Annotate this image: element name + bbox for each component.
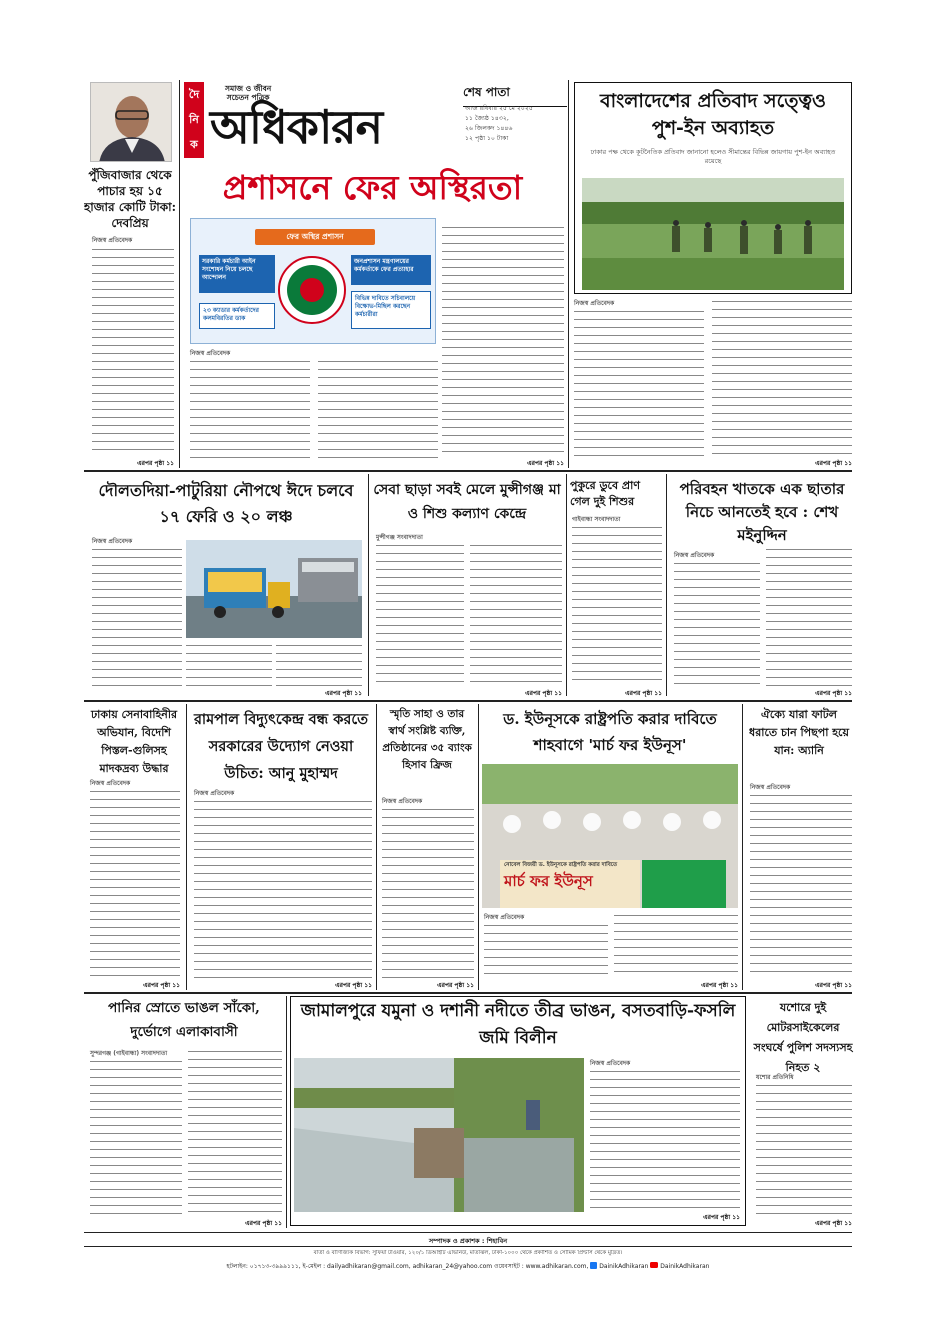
bank-more: এরপর পৃষ্ঠা ১১ (437, 982, 474, 989)
pushin-photo (582, 178, 844, 290)
footer-website[interactable]: www.adhikaran.com, (525, 1263, 589, 1270)
date-block: আজ রবিবার ২৫ মে ২০২৫ ১১ জ্যৈষ্ঠ ১৪৩২, ২৬ জিলকদ ১৪৪৬ ১২ পৃষ্ঠা ১০ টাকা (465, 105, 533, 142)
ennie-byline: নিজস্ব প্রতিবেদক (750, 784, 791, 791)
yunus-banner: মার্চ ফর ইউনূস (504, 872, 593, 890)
pond-body (572, 524, 662, 686)
ferry-photo (186, 540, 362, 638)
jamalpur-body (590, 1068, 740, 1210)
youtube-icon (650, 1262, 658, 1268)
rampal-byline: নিজস্ব প্রতিবেদক (194, 790, 235, 797)
jamalpur-photo (294, 1058, 584, 1212)
divider (186, 704, 187, 990)
ferry-byline: নিজস্ব প্রতিবেদক (92, 538, 133, 545)
footer-address: বার্তা ও বাণিজ্যিক বিভাগ: সুফিয়া টাওয়ার, ১২০/১ ডিআইটি এভিনিউ, মতিঝিল, ঢাকা-১০০০ থেকে প্রকাশিত ও সৌমিক প্রিন্টার্স থেকে মুদ্রিত। (313, 1250, 623, 1256)
divider (84, 470, 852, 472)
divider (742, 704, 743, 990)
graphic-item-4: বিভিন্ন দাবিতে সচিবালয়ে বিক্ষোভ-মিছিল করছেন কর্মচারীরা (351, 291, 431, 329)
yunus-more: এরপর পৃষ্ঠা ১১ (701, 982, 738, 989)
pushin-byline: নিজস্ব প্রতিবেদক (574, 300, 615, 307)
footer-web-label: ওয়েবসাইট : (494, 1263, 524, 1270)
yunus-byline: নিজস্ব প্রতিবেদক (484, 914, 525, 921)
jamalpur-headline: জামালপুরে যমুনা ও দশানী নদীতে তীব্র ভাঙন, বসতবাড়ি-ফসলি জমি বিলীন (300, 1001, 736, 1048)
transport-byline: নিজস্ব প্রতিবেদক (674, 552, 715, 559)
yunus-banner-top: নোবেল বিজয়ী ড. ইউনূসকে রাষ্ট্রপতি করার দাবিতে (504, 862, 618, 868)
section-label: শেষ পাতা (463, 84, 567, 107)
lead-headline: প্রশাসনে ফের অস্থিরতা (222, 168, 523, 207)
rampal-body (194, 798, 372, 978)
logo: অধিকারন (210, 100, 383, 154)
graphic-item-1: সরকারি কর্মচারী আইন সংশোধন নিয়ে চলছে আন্দোলন (199, 255, 275, 293)
pushin-more: এরপর পৃষ্ঠা ১১ (815, 460, 852, 467)
tagline: সমাজ ও জীবন সচেতন পত্রিক (225, 84, 272, 102)
police-more: এরপর পৃষ্ঠা ১১ (815, 1220, 852, 1227)
jamalpur-more: এরপর পৃষ্ঠা ১১ (703, 1214, 740, 1221)
lead-byline: নিজস্ব প্রতিবেদক (190, 350, 231, 357)
divider (568, 80, 569, 468)
divider (666, 474, 667, 696)
government-seal-icon (277, 255, 347, 325)
bridge-more: এরপর পৃষ্ঠা ১১ (245, 1220, 282, 1227)
left-column-byline: নিজস্ব প্রতিবেদক (92, 237, 133, 244)
transport-body-1 (674, 560, 760, 686)
bridge-headline: পানির স্রোতে ভাঙল সাঁকো, দুর্ভোগে এলাকাবাসী (108, 1000, 260, 1040)
footer-facebook[interactable]: DainikAdhikaran (599, 1263, 649, 1270)
graphic-title: ফের অস্থির প্রশাসন (255, 229, 375, 245)
yunus-body-2 (614, 912, 738, 978)
rampal-headline: রামপাল বিদ্যুৎকেন্দ্র বন্ধ করতে সরকারের উদ্যোগ নেওয়া উচিত: আনু মুহাম্মদ (193, 711, 369, 782)
munshiganj-body-2 (470, 542, 562, 686)
army-more: এরপর পৃষ্ঠা ১১ (143, 982, 180, 989)
police-byline: যশোর প্রতিনিধি (756, 1074, 794, 1081)
pushin-subhead: ঢাকার পক্ষ থেকে কূটনৈতিক প্রতিবাদ জানানো হলেও সীমান্তের বিভিন্ন জায়গায় পুশ-ইন অব্যাহত রয়েছে (590, 148, 836, 165)
footer-youtube[interactable]: DainikAdhikaran (660, 1263, 710, 1270)
footer-email[interactable]: dailyadhikaran@gmail.com, adhikaran_24@yahoo.com (327, 1263, 493, 1270)
pushin-headline: বাংলাদেশের প্রতিবাদ সত্ত্বেও পুশ-ইন অব্যাহত (600, 90, 826, 139)
lead-body-2 (318, 358, 438, 458)
graphic-item-3: জনপ্রশাসন মন্ত্রণালয়ের কর্মকর্তাকে ফের প্রত্যাহার (351, 255, 431, 285)
ennie-headline: ঐক্যে যারা ফাটল ধরাতে চান পিছপা হয়ে যান: অ্যানি (749, 708, 849, 757)
footer-phone: হটলাইন: ০১৭১৩-৩৯৯৯১১১, ই-মেইল : (226, 1263, 326, 1270)
pushin-body-1 (574, 308, 704, 458)
police-body (756, 1082, 852, 1216)
divider (84, 700, 852, 702)
divider (376, 704, 377, 990)
bridge-body-1 (90, 1058, 182, 1218)
divider (84, 992, 852, 994)
yunus-body-1 (484, 922, 608, 978)
divider (478, 704, 479, 990)
lead-graphic (190, 218, 436, 344)
police-headline: যশোরে দুই মোটরসাইকেলের সংঘর্ষে পুলিশ সদস্যসহ নিহত ২ (753, 1001, 853, 1074)
ennie-body (750, 792, 852, 978)
ferry-headline: দৌলতদিয়া-পাটুরিয়া নৌপথে ঈদে চলবে ১৭ ফেরি ও ২০ লঞ্চ (98, 481, 354, 526)
bank-headline: স্মৃতি সাহা ও তার স্বার্থ সংশ্লিষ্ট ব্যক্তি, প্রতিষ্ঠানের ৩৫ ব্যাংক হিসাব ফ্রিজ (382, 708, 472, 771)
ennie-more: এরপর পৃষ্ঠা ১১ (815, 982, 852, 989)
yunus-headline: ড. ইউনূসকে রাষ্ট্রপতি করার দাবিতে শাহবাগে 'মার্চ ফর ইউনূস' (503, 710, 717, 754)
lead-body-3 (442, 224, 564, 456)
divider (179, 80, 180, 468)
bank-byline: নিজস্ব প্রতিবেদক (382, 798, 423, 805)
ferry-more: এরপর পৃষ্ঠা ১১ (325, 690, 362, 697)
munshiganj-body-1 (376, 542, 464, 686)
bank-body (382, 806, 474, 978)
pushin-body-2 (712, 298, 852, 458)
divider (368, 474, 369, 696)
bridge-body-2 (188, 1048, 282, 1218)
footer-rule (84, 1246, 852, 1247)
bridge-byline: সুন্দরগঞ্জ (গাইবান্ধা) সংবাদদাতা (90, 1050, 168, 1057)
graphic-item-2: ২৩ ক্যাডার কর্মকর্তাদের কলমবিরতির ডাক (199, 303, 275, 329)
ferry-body-1 (92, 546, 182, 686)
divider (566, 474, 567, 696)
facebook-icon (590, 1262, 597, 1269)
army-body (90, 788, 180, 978)
footer-contact (84, 1261, 852, 1272)
munshiganj-headline: সেবা ছাড়া সবই মেলে মুন্সীগঞ্জ মা ও শিশু কল্যাণ কেন্দ্রে (373, 482, 561, 522)
footer-rule (84, 1232, 852, 1233)
left-column-more: এরপর পৃষ্ঠা ১১ (137, 460, 174, 467)
munshiganj-more: এরপর পৃষ্ঠা ১১ (525, 690, 562, 697)
transport-body-2 (766, 546, 852, 686)
left-column-body (92, 246, 174, 456)
pond-byline: গাইবান্ধা সংবাদদাতা (572, 516, 621, 523)
lead-body-1 (190, 358, 310, 458)
ferry-body-2 (186, 642, 272, 686)
pond-headline: পুকুরে ডুবে প্রাণ গেল দুই শিশুর (570, 479, 640, 508)
army-headline: ঢাকায় সেনাবাহিনীর অভিযান, বিদেশি পিস্তল-গুলিসহ মাদকদ্রব্য উদ্ধার (90, 708, 178, 775)
left-column-headline: পুঁজিবাজার থেকে পাচার হয় ১৫ হাজার কোটি টাকা: দেবপ্রিয় (84, 168, 176, 230)
daily-badge: দৈ নি ক (184, 82, 204, 158)
footer-editor: সম্পাদক ও প্রকাশক : শিহাবিন (428, 1237, 508, 1245)
ferry-body-3 (276, 642, 362, 686)
lead-more: এরপর পৃষ্ঠা ১১ (527, 460, 564, 467)
masthead (90, 82, 565, 166)
munshiganj-byline: মুন্সীগঞ্জ সংবাদদাতা (376, 534, 423, 541)
transport-headline: পরিবহন খাতকে এক ছাতার নিচে আনতেই হবে : শেখ মইনুদ্দিন (679, 480, 845, 544)
rampal-more: এরপর পৃষ্ঠা ১১ (335, 982, 372, 989)
army-byline: নিজস্ব প্রতিবেদক (90, 780, 131, 787)
jamalpur-byline: নিজস্ব প্রতিবেদক (590, 1060, 631, 1067)
columnist-photo (90, 82, 172, 162)
pond-more: এরপর পৃষ্ঠা ১১ (625, 690, 662, 697)
transport-more: এরপর পৃষ্ঠা ১১ (815, 690, 852, 697)
divider (286, 996, 287, 1228)
